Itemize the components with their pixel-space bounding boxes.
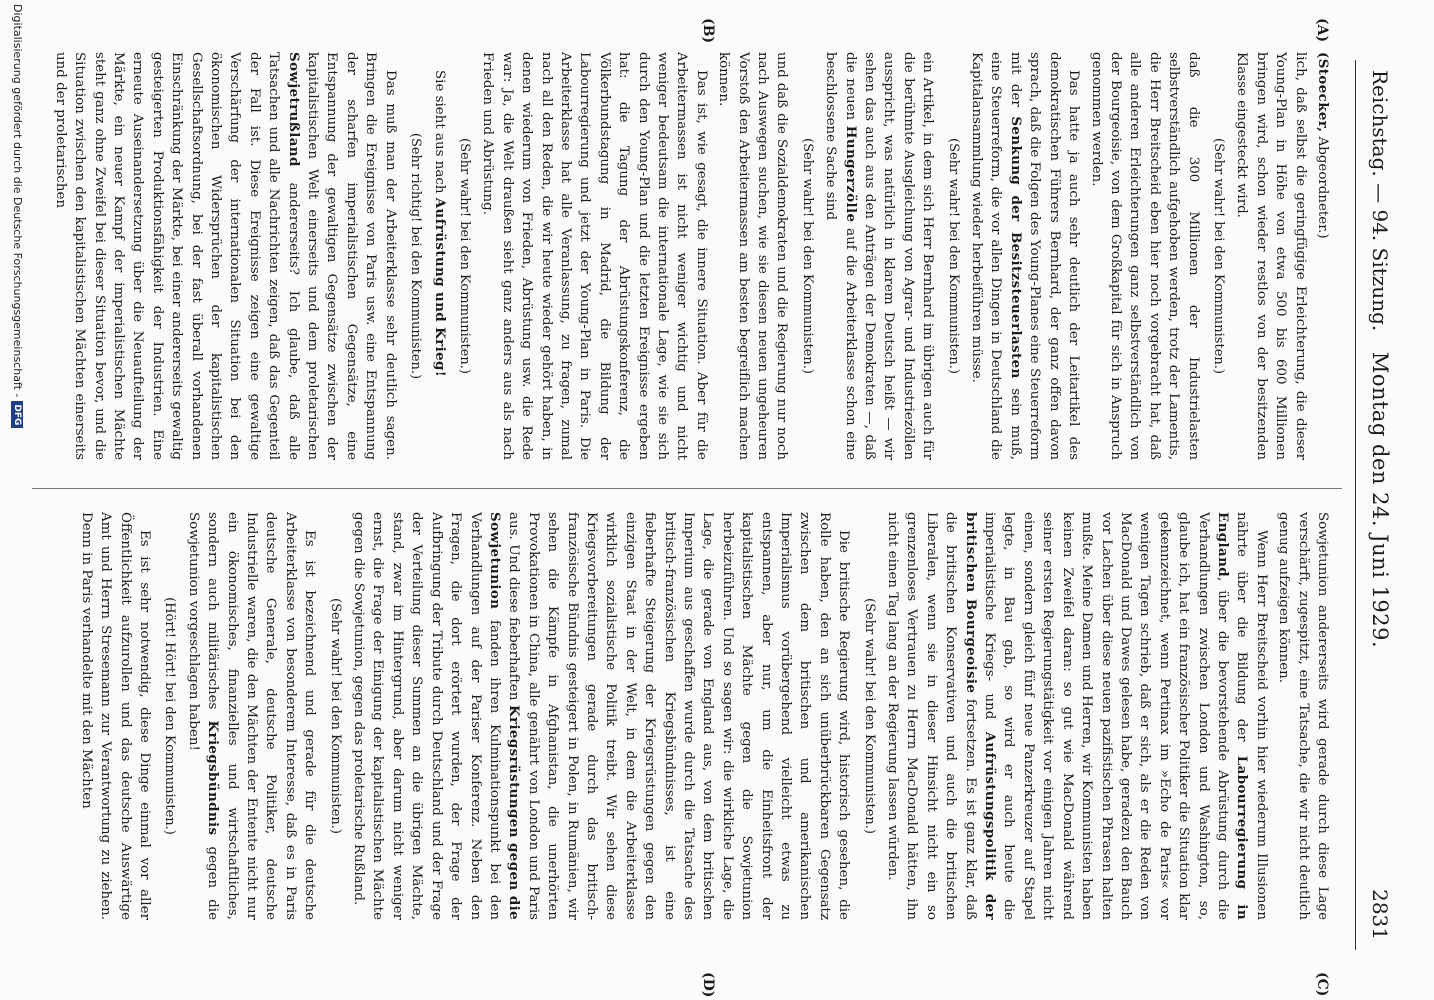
right-text-column — [73, 512, 1332, 920]
margin-marker-a: (A) — [1314, 18, 1330, 43]
interjection: (Sehr wahr! bei den Kommunisten.) — [327, 598, 343, 834]
header-date: Montag den 24. Juni 1929. — [1368, 351, 1392, 649]
header-left: Reichstag. — 94. Sitzung. — [1368, 70, 1392, 332]
paragraph: Das ist, wie gesagt, die innere Situation. Aber für die Arbeitermassen ist nicht weniger wichtig und nicht weniger bedeutsam die internationale Lage, wie sie sich durch den Young-Plan und die letzten Ereignisse ergeben hat: die Tagung der Abrüstungskonferenz, die Völkerbundstagung in Madrid, die Bildung der Labourregierung und jetzt der Young-Plan in Paris. Die Arbeiterklasse hat alle Veranlassung, zu fragen, zumal nach all den Reden, die wir heute wieder gehört haben, in denen wiederum von Frieden, Abrüstung usw. die Rede war: Ja, die Welt draußen sieht ganz anders aus als nach Frieden und Abrüstung. — [480, 52, 709, 460]
footer-credit — [11, 4, 24, 428]
page-number: 2831 — [1368, 889, 1392, 940]
paragraph: und daß die Sozialdemokraten und die Regierung nur noch nach Auswegen suchen, wie sie diesen neuen ungeheuren Vorstoß den Arbeitermassen am besten begreiflich machen können. — [716, 52, 790, 460]
paragraph: Die britische Regierung wird, historisch gesehen, die Rolle haben, den an sich unüberbrückbaren Gegensatz zwischen dem britischen und amerikanischen Imperialismus vorübergehend vielleicht etwas zu entspannen, aber nur, um die Einheitsfront der kapitalistischen Mächte gegen die Sowjetunion herbeizuführen. Und so sagen wir: die wirkliche Lage, die Lage, die gerade von England aus, von dem britischen Imperium aus geschaffen wurde durch die Tatsache des britisch-französischen Kriegsbündnisses, ist eine fieberhafte Steigerung der Kriegsrüstungen gegen den einzigen Staat in der Welt, in dem die Arbeiterklasse wirklich sozialistische Politik treibt. Wir sehen diese Kriegsvorbereitungen gerade durch das britisch-französische Bündnis gesteigert in Polen, in Rumänien, wir sehen die Kämpfe in Afghanistan, die unerhörten Provokationen in China, alle genährt von London und Paris aus. Und diese fieberhaften Kriegsrüstungen gegen die Sowjetunion fanden ihren Kulminationspunkt bei den Verhandlungen auf der Pariser Konferenz. Neben den Fragen, die dort erörtert wurden, der Frage der Aufbringung der Tribute durch Deutschland und der Frage der Verteilung dieser Summen an die übrigen Mächte, stand, zwar im Hintergrund, aber darum nicht weniger ernst, die Frage der Einigung der kapitalistischen Mächte gegen die Sowjetunion, gegen das proletarische Rußland. — [351, 512, 852, 920]
interjection: (Sehr wahr! bei den Kommunisten.) — [799, 138, 815, 374]
paragraph: Es ist bezeichnend und gerade für die deutsche Arbeiterklasse von besonderem Interesse, daß es in Paris deutsche Generale, deutsche Politiker, deutsche Industrielle waren, die den Mächten der Entente nicht nur ein ökonomisches, finanzielles und wirtschaftliches, sondern auch militärisches Kriegsbündnis gegen die Sowjetunion vorgeschlagen haben! — [185, 512, 318, 920]
margin-marker-b: (B) — [700, 18, 716, 44]
interjection: (Sehr wahr! bei den Kommunisten.) — [945, 138, 961, 374]
left-text-column — [47, 52, 1332, 460]
paragraph: Das muß man der Arbeiterklasse sehr deutlich sagen. Bringen die Ereignisse von Paris usw. eine Entspannung der scharfen imperialistischen Gegensätze, eine Entspannung der gewaltigen Gegensätze zwischen der kapitalistischen Welt einerseits und dem proletarischen Sowjetrußland andererseits? Ich glaube, daß alle Tatsachen und alle Nachrichten zeigen, daß das Gegenteil der Fall ist. Diese Ereignisse zeigen eine gewaltige Verschärfung der internationalen Situation bei den ökonomischen Widersprüchen der kapitalistischen Gesellschaftsordnung, bei der fast überall vorhandenen Einschränkung der Märkte, bei einer andererseits gewaltig gesteigerten Produktionsfähigkeit der Industrien. Eine erneute Auseinandersetzung über die Neuaufteilung der Märkte, ein neuer Kampf der imperialistischen Mächte steht ganz ohne Zweifel bei dieser Situation bevor, und die Situation zwischen den kapitalistischen Mächten einerseits und der proletarischen — [52, 52, 398, 460]
page-footer — [6, 0, 30, 1000]
margin-marker-d: (D) — [700, 972, 716, 998]
paragraph: Wenn Herr Breitscheid vorhin hier wiederum Illusionen nährte über die Bildung der Labourregierung in England, über die bevorstehende Abrüstung durch die Verhandlungen zwischen London und Washington, so, glaube ich, hat ein französischer Politiker die Situation klar gekennzeichnet, wenn Pertinax im »Echo de Paris« vor wenigen Tagen schrieb, daß er sich, als er die Reden von MacDonald und Dawes gelesen habe, geradezu den Bauch vor Lachen über diese neuen pazifistischen Phrasen halten mußte. Meine Damen und Herren, wir Kommunisten haben keinen Zweifel daran: so gut wie MacDonald während seiner ersten Regierungstätigkeit vor einigen Jahren nicht einen, sondern gleich fünf neue Panzerkreuzer auf Stapel legte, in Bau gab, so wird er auch heute die imperialistische Kriegs- und Aufrüstungspolitik der britischen Bourgeoisie fortsetzen. Es ist ganz klar, daß die britischen Konservativen und auch die britischen Liberalen, wenn sie in dieser Hinsicht nicht ein so grenzenloses Vertrauen zu Herrn MacDonald hätten, ihn nicht einen Tag lang an der Regierung lassen würden. — [885, 512, 1269, 921]
page-header — [1360, 30, 1392, 970]
paragraph: Sowjetunion andererseits wird gerade durch diese Lage verschärft, zugespitzt, eine Tatsache, die wir nicht deutlich genug aufzeigen können. — [1276, 512, 1330, 920]
paragraph: Sie sieht aus nach Aufrüstung und Krieg! — [431, 70, 448, 378]
interjection: (Sehr wahr! bei den Kommunisten.) — [456, 138, 472, 374]
paragraph: ein Artikel, in dem sich Herr Bernhard im übrigen auch für die berühmte Ausgleichung von Agrar- und Industriezöllen ausspricht, was natürlich in klarem Deutsch heißt — wir sehen das auch aus den Anträgen der Demokraten —, daß die neuen Hungerzölle auf die Arbeiterklasse schon eine beschlossene Sache sind — [823, 52, 936, 461]
paragraph: lich, daß selbst die geringfügige Erleichterung, die dieser Young-Plan in Höhe von etwa 500 bis 600 Millionen bringen wird, schon wieder restlos von der besitzenden Klasse eingesteckt wird. — [1234, 52, 1308, 460]
paragraph: daß die 300 Millionen der Industrielasten selbstverständlich aufgehoben werden, trotz der Lamentis, die Herr Breitscheid eben hier noch vorgebracht hat, daß alle anderen Erleichterungen ganz selbstverständlich von der Bourgeoisie, von dem Großkapital für sich in Anspruch genommen werden. — [1088, 52, 1201, 460]
interjection: (Sehr wahr! bei den Kommunisten.) — [1210, 138, 1226, 374]
interjection: (Sehr wahr! bei den Kommunisten.) — [861, 598, 877, 834]
interjection: (Sehr richtig! bei den Kommunisten.) — [408, 132, 424, 380]
interjection: (Hört! Hört! bei den Kommunisten.) — [162, 597, 178, 835]
column-separator — [32, 488, 1342, 489]
paragraph: Es ist sehr notwendig, diese Dinge einmal vor aller Öffentlichkeit aufzurollen und das deutsche Auswärtige Amt und Herrn Stresemann zur Verantwortung zu ziehen. Denn in Paris verhandelte mit den Mächten — [78, 512, 153, 920]
paragraph: (Stoecker, Abgeordneter.) — [1315, 52, 1331, 239]
dfg-logo: DFG — [11, 401, 23, 428]
margin-marker-c: (C) — [1314, 972, 1330, 997]
paragraph: Das hatte ja auch sehr deutlich der Leitartikel des demokratischen Führers Bernhard, der ganz offen davon sprach, daß die Folgen des Young-Planes eine Steuerreform mit der Senkung der Besitzsteuerlasten sein muß, eine Steuerreform, die vor allen Dingen in Deutschland die Kapitalansammlung wieder herbeiführen müsse. — [969, 52, 1082, 460]
footer-credit-text: Digitalisierung gefördert durch die Deutsche Forschungsgemeinschaft - — [11, 4, 24, 398]
header-rule — [1355, 60, 1356, 950]
